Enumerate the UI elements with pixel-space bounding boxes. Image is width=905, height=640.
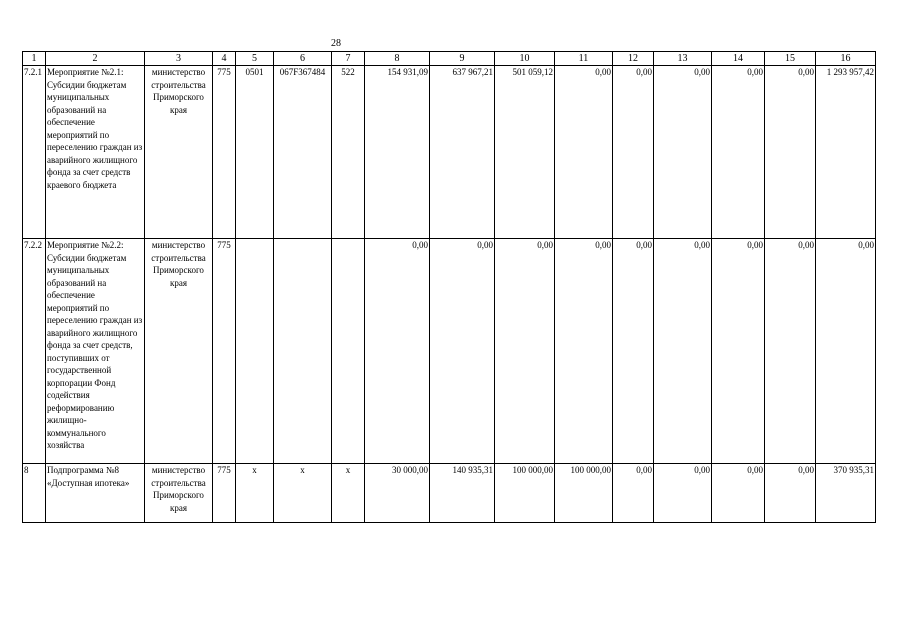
cell-c6 (274, 239, 332, 464)
cell-c4: 775 (213, 66, 236, 239)
row-executor: министерство строительства Приморского края (145, 464, 213, 523)
column-number: 12 (613, 52, 654, 66)
column-number: 10 (495, 52, 555, 66)
cell-c11: 0,00 (555, 239, 613, 464)
cell-c12: 0,00 (613, 66, 654, 239)
cell-c7 (332, 239, 365, 464)
row-name: Мероприятие №2.1: Субсидии бюджетам муниципальных образований на обеспечение мероприятий по переселению граждан из аварийного жилищного фонда за счет средств краевого бюджета (46, 66, 145, 239)
cell-c15: 0,00 (765, 239, 816, 464)
budget-table (22, 51, 876, 523)
column-number: 2 (46, 52, 145, 66)
row-executor: министерство строительства Приморского края (145, 66, 213, 239)
column-number: 16 (816, 52, 876, 66)
column-number: 1 (23, 52, 46, 66)
row-name: Подпрограмма №8 «Доступная ипотека» (46, 464, 145, 523)
row-name: Мероприятие №2.2: Субсидии бюджетам муниципальных образований на обеспечение мероприятий по переселению граждан из аварийного жилищного фонда за счет средств, поступивших от государственной корпорации Фонд содействия реформированию жилищно-коммунального хозяйства (46, 239, 145, 464)
column-number: 6 (274, 52, 332, 66)
cell-c9: 637 967,21 (430, 66, 495, 239)
cell-c16: 0,00 (816, 239, 876, 464)
cell-c10: 501 059,12 (495, 66, 555, 239)
row-code: 8 (23, 464, 46, 523)
cell-c12: 0,00 (613, 239, 654, 464)
cell-c10: 100 000,00 (495, 464, 555, 523)
cell-c13: 0,00 (654, 464, 712, 523)
cell-c12: 0,00 (613, 464, 654, 523)
cell-c9: 0,00 (430, 239, 495, 464)
cell-c6: 067F367484 (274, 66, 332, 239)
cell-c14: 0,00 (712, 66, 765, 239)
column-number: 11 (555, 52, 613, 66)
column-number: 3 (145, 52, 213, 66)
cell-c6: х (274, 464, 332, 523)
cell-c13: 0,00 (654, 239, 712, 464)
table-row (23, 239, 876, 464)
cell-c14: 0,00 (712, 464, 765, 523)
cell-c9: 140 935,31 (430, 464, 495, 523)
column-number: 15 (765, 52, 816, 66)
cell-c11: 0,00 (555, 66, 613, 239)
cell-c5 (236, 239, 274, 464)
cell-c13: 0,00 (654, 66, 712, 239)
cell-c16: 370 935,31 (816, 464, 876, 523)
column-number: 14 (712, 52, 765, 66)
cell-c15: 0,00 (765, 66, 816, 239)
cell-c5: 0501 (236, 66, 274, 239)
cell-c5: х (236, 464, 274, 523)
cell-c8: 30 000,00 (365, 464, 430, 523)
cell-c8: 0,00 (365, 239, 430, 464)
table-row (23, 464, 876, 523)
cell-c16: 1 293 957,42 (816, 66, 876, 239)
cell-c7: 522 (332, 66, 365, 239)
row-code: 7.2.2 (23, 239, 46, 464)
column-number: 7 (332, 52, 365, 66)
cell-c4: 775 (213, 239, 236, 464)
cell-c14: 0,00 (712, 239, 765, 464)
cell-c7: х (332, 464, 365, 523)
column-number: 9 (430, 52, 495, 66)
column-number: 5 (236, 52, 274, 66)
table-row (23, 66, 876, 239)
cell-c11: 100 000,00 (555, 464, 613, 523)
page-number: 28 (331, 38, 341, 49)
row-code: 7.2.1 (23, 66, 46, 239)
cell-c8: 154 931,09 (365, 66, 430, 239)
column-number: 4 (213, 52, 236, 66)
column-number: 8 (365, 52, 430, 66)
column-number-row (23, 52, 876, 66)
row-executor: министерство строительства Приморского края (145, 239, 213, 464)
cell-c4: 775 (213, 464, 236, 523)
cell-c10: 0,00 (495, 239, 555, 464)
column-number: 13 (654, 52, 712, 66)
cell-c15: 0,00 (765, 464, 816, 523)
